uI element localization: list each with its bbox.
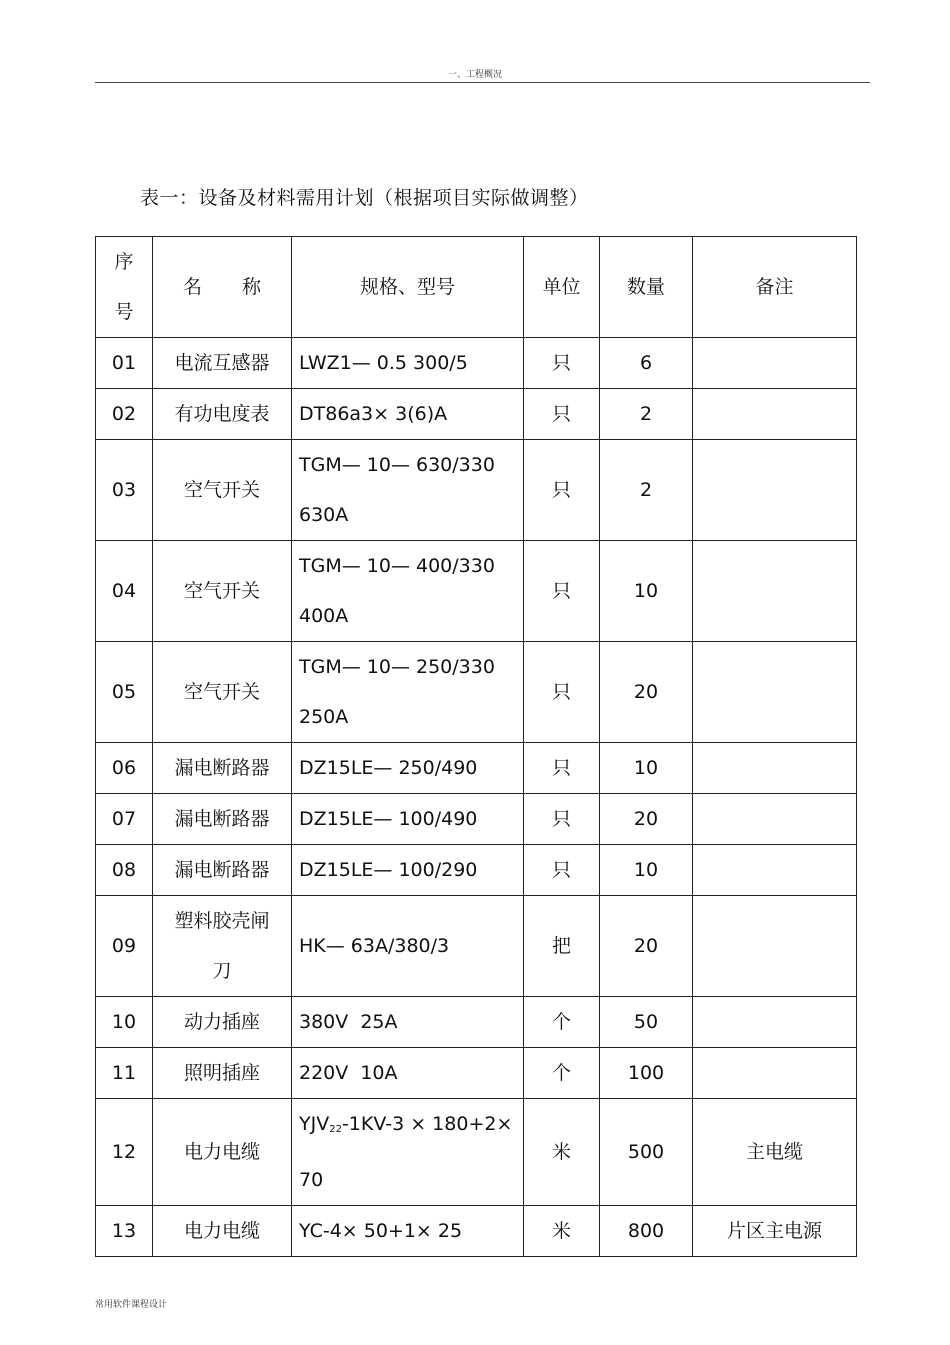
cell-unit: 只 bbox=[524, 642, 600, 743]
cell-unit: 个 bbox=[524, 997, 600, 1048]
cell-unit: 只 bbox=[524, 743, 600, 794]
cell-spec-line1: TGM— 10— 630/330 bbox=[299, 454, 495, 476]
cell-note: 片区主电源 bbox=[693, 1206, 857, 1257]
page-header: 一、工程概况 bbox=[447, 70, 502, 80]
table-row bbox=[96, 1206, 857, 1257]
cell-spec: HK— 63A/380/3 bbox=[292, 896, 524, 997]
table-row bbox=[96, 389, 857, 440]
cell-spec: 220V 10A bbox=[292, 1048, 524, 1099]
table-row bbox=[96, 440, 857, 541]
cell-name: 电力电缆 bbox=[153, 1206, 292, 1257]
cell-unit: 只 bbox=[524, 338, 600, 389]
cell-spec-prefix: YJV bbox=[299, 1113, 330, 1135]
cell-unit: 把 bbox=[524, 896, 600, 997]
cell-note bbox=[693, 541, 857, 642]
table-caption: 表一：设备及材料需用计划（根据项目实际做调整） bbox=[140, 187, 589, 209]
cell-name bbox=[153, 896, 292, 997]
cell-note bbox=[693, 997, 857, 1048]
cell-spec bbox=[292, 1099, 524, 1206]
cell-seq: 01 bbox=[96, 338, 153, 389]
table-header-row bbox=[96, 237, 857, 338]
cell-note bbox=[693, 896, 857, 997]
cell-qty: 20 bbox=[600, 794, 693, 845]
cell-note bbox=[693, 794, 857, 845]
materials-table bbox=[95, 236, 857, 1257]
cell-unit: 米 bbox=[524, 1206, 600, 1257]
cell-unit: 只 bbox=[524, 845, 600, 896]
cell-spec-subscript: 22 bbox=[329, 1124, 342, 1135]
cell-seq: 13 bbox=[96, 1206, 153, 1257]
cell-spec-line2: 400A bbox=[299, 605, 349, 627]
cell-spec bbox=[292, 541, 524, 642]
header-note: 备注 bbox=[693, 237, 857, 338]
cell-spec-line2: 70 bbox=[299, 1169, 324, 1191]
cell-note bbox=[693, 642, 857, 743]
table-row bbox=[96, 845, 857, 896]
cell-name: 漏电断路器 bbox=[153, 845, 292, 896]
header-name-part1: 名 bbox=[182, 276, 202, 298]
cell-qty: 20 bbox=[600, 642, 693, 743]
cell-name: 空气开关 bbox=[153, 440, 292, 541]
cell-qty: 50 bbox=[600, 997, 693, 1048]
cell-spec-suffix: -1KV-3 × 180+2× bbox=[341, 1113, 513, 1135]
header-rule bbox=[95, 82, 870, 83]
table-row bbox=[96, 997, 857, 1048]
cell-seq: 02 bbox=[96, 389, 153, 440]
cell-spec-line2: 630A bbox=[299, 504, 349, 526]
header-seq-line2: 号 bbox=[114, 301, 134, 323]
header-name-part2: 称 bbox=[242, 276, 262, 298]
table-row bbox=[96, 1048, 857, 1099]
cell-unit: 个 bbox=[524, 1048, 600, 1099]
cell-qty: 500 bbox=[600, 1099, 693, 1206]
table-row bbox=[96, 338, 857, 389]
cell-unit: 米 bbox=[524, 1099, 600, 1206]
cell-note bbox=[693, 1048, 857, 1099]
cell-name: 空气开关 bbox=[153, 541, 292, 642]
cell-spec: 380V 25A bbox=[292, 997, 524, 1048]
cell-unit: 只 bbox=[524, 389, 600, 440]
cell-qty: 800 bbox=[600, 1206, 693, 1257]
cell-spec-line2: 250A bbox=[299, 706, 349, 728]
cell-unit: 只 bbox=[524, 440, 600, 541]
cell-spec: YC-4× 50+1× 25 bbox=[292, 1206, 524, 1257]
cell-name: 空气开关 bbox=[153, 642, 292, 743]
header-spec: 规格、型号 bbox=[292, 237, 524, 338]
cell-note bbox=[693, 845, 857, 896]
cell-qty: 10 bbox=[600, 743, 693, 794]
cell-name-line2: 刀 bbox=[212, 960, 232, 982]
cell-seq: 11 bbox=[96, 1048, 153, 1099]
cell-spec bbox=[292, 440, 524, 541]
cell-seq: 12 bbox=[96, 1099, 153, 1206]
cell-qty: 2 bbox=[600, 440, 693, 541]
cell-seq: 05 bbox=[96, 642, 153, 743]
cell-qty: 6 bbox=[600, 338, 693, 389]
cell-spec: DT86a3× 3(6)A bbox=[292, 389, 524, 440]
cell-note bbox=[693, 338, 857, 389]
cell-unit: 只 bbox=[524, 794, 600, 845]
cell-name: 漏电断路器 bbox=[153, 794, 292, 845]
cell-note bbox=[693, 389, 857, 440]
header-name bbox=[153, 237, 292, 338]
cell-seq: 06 bbox=[96, 743, 153, 794]
table-row bbox=[96, 896, 857, 997]
table-row bbox=[96, 642, 857, 743]
cell-qty: 20 bbox=[600, 896, 693, 997]
cell-seq: 03 bbox=[96, 440, 153, 541]
cell-name: 有功电度表 bbox=[153, 389, 292, 440]
cell-seq: 08 bbox=[96, 845, 153, 896]
cell-spec: LWZ1— 0.5 300/5 bbox=[292, 338, 524, 389]
cell-spec-line1 bbox=[299, 1099, 523, 1155]
cell-unit: 只 bbox=[524, 541, 600, 642]
table-row bbox=[96, 743, 857, 794]
header-seq bbox=[96, 237, 153, 338]
cell-spec: DZ15LE— 100/490 bbox=[292, 794, 524, 845]
cell-note bbox=[693, 743, 857, 794]
cell-seq: 10 bbox=[96, 997, 153, 1048]
header-seq-line1: 序 bbox=[114, 251, 134, 273]
table-row bbox=[96, 1099, 857, 1206]
cell-spec-line1: TGM— 10— 400/330 bbox=[299, 555, 495, 577]
table-row bbox=[96, 541, 857, 642]
cell-spec-line1: TGM— 10— 250/330 bbox=[299, 656, 495, 678]
header-qty: 数量 bbox=[600, 237, 693, 338]
cell-spec bbox=[292, 642, 524, 743]
cell-seq: 04 bbox=[96, 541, 153, 642]
cell-spec: DZ15LE— 100/290 bbox=[292, 845, 524, 896]
cell-name: 照明插座 bbox=[153, 1048, 292, 1099]
cell-note bbox=[693, 440, 857, 541]
table-row bbox=[96, 794, 857, 845]
cell-name: 漏电断路器 bbox=[153, 743, 292, 794]
header-unit: 单位 bbox=[524, 237, 600, 338]
cell-spec: DZ15LE— 250/490 bbox=[292, 743, 524, 794]
cell-name: 电力电缆 bbox=[153, 1099, 292, 1206]
cell-seq: 09 bbox=[96, 896, 153, 997]
cell-qty: 10 bbox=[600, 845, 693, 896]
cell-note: 主电缆 bbox=[693, 1099, 857, 1206]
page-footer: 常用软件课程设计 bbox=[95, 1300, 168, 1310]
cell-name: 电流互感器 bbox=[153, 338, 292, 389]
cell-seq: 07 bbox=[96, 794, 153, 845]
cell-qty: 100 bbox=[600, 1048, 693, 1099]
cell-name: 动力插座 bbox=[153, 997, 292, 1048]
cell-name-line1: 塑料胶壳闸 bbox=[174, 910, 270, 932]
cell-qty: 2 bbox=[600, 389, 693, 440]
cell-qty: 10 bbox=[600, 541, 693, 642]
